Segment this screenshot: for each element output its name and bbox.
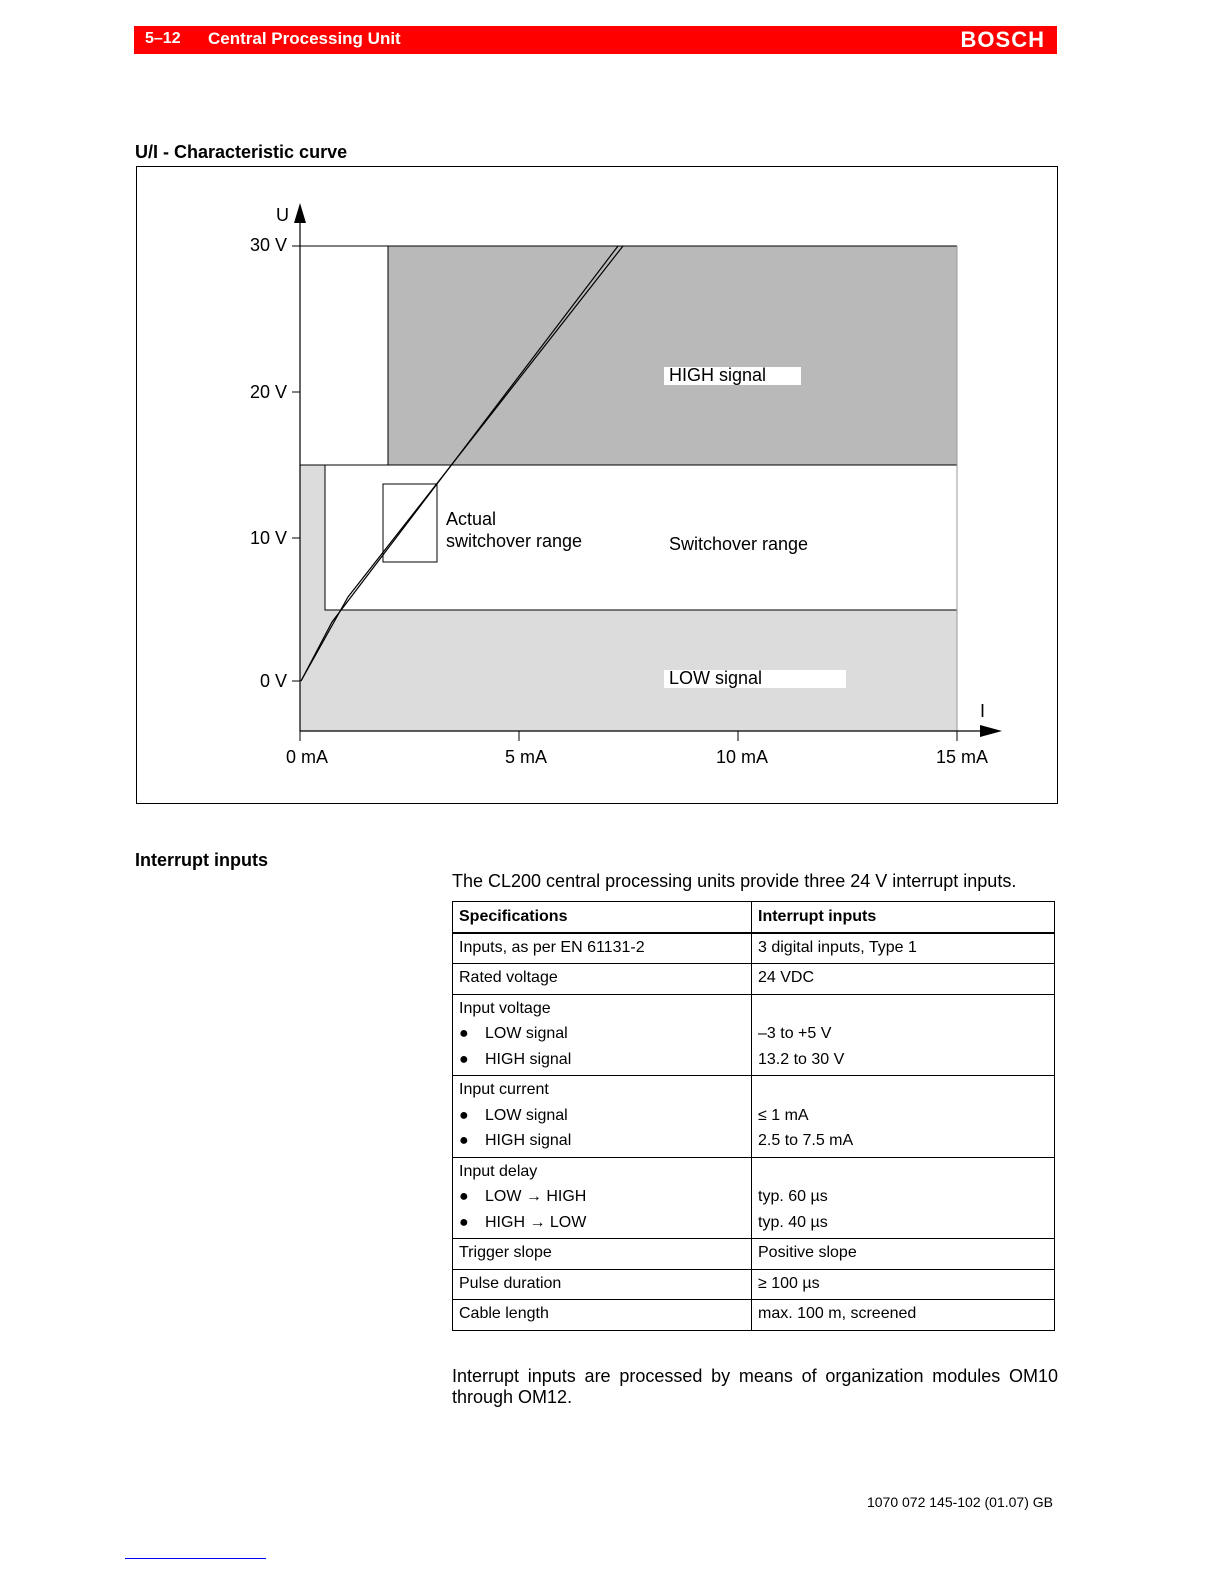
footer-rule [125, 1558, 266, 1559]
table-row [453, 1157, 1055, 1239]
table-cell: Inputs, as per EN 61131-2 [453, 933, 752, 964]
table-row [453, 994, 1055, 1076]
label-low-signal: LOW signal [669, 668, 763, 688]
bullet-text: LOW → HIGH [485, 1188, 587, 1205]
bullet-text: HIGH signal [485, 1050, 572, 1068]
y-axis-arrow [294, 203, 306, 223]
x-axis-label: I [980, 701, 986, 721]
x-tick-label-15: 15 mA [935, 747, 989, 767]
y-tick-label-20: 20 V [249, 382, 287, 402]
x-axis-arrow [980, 725, 1002, 737]
ui-characteristic-chart [137, 167, 1057, 803]
label-actual-line2: switchover range [446, 531, 583, 551]
spec-label: Input current [459, 1081, 549, 1098]
interrupt-spec-table [452, 901, 1055, 1331]
bullet-text: HIGH → LOW [485, 1213, 587, 1231]
y-axis-label: U [276, 205, 289, 225]
bullet-text: HIGH signal [485, 1132, 572, 1149]
bullet-item [459, 1047, 745, 1073]
bullet-text: LOW signal [485, 1025, 568, 1042]
bullet-item [459, 1128, 745, 1154]
table-row [453, 933, 1055, 964]
bullet-dot: ● [459, 1025, 469, 1042]
bullet-dot: ● [459, 1132, 469, 1149]
closing-paragraph: Interrupt inputs are processed by means of organization modules OM10 through OM12. [452, 1366, 1058, 1407]
value-text: typ. 40 µs [758, 1213, 828, 1231]
x-tick-label-10: 10 mA [715, 747, 769, 767]
spec-label: Input delay [459, 1162, 538, 1180]
label-high-signal: HIGH signal [669, 365, 767, 385]
bullet-item [459, 1021, 745, 1047]
table-cell: Pulse duration [453, 1269, 752, 1300]
page-header [134, 26, 1057, 54]
interrupt-inputs-heading: Interrupt inputs [135, 850, 268, 870]
label-switchover-range: Switchover range [669, 534, 809, 554]
x-tick-label-0: 0 mA [285, 747, 329, 767]
value-text: 2.5 to 7.5 mA [758, 1132, 854, 1149]
bullet-dot: ● [459, 1106, 469, 1124]
bullet-dot: ● [459, 1188, 469, 1205]
table-header-row [453, 902, 1055, 933]
y-tick-label-30: 30 V [249, 235, 287, 255]
figure-frame [136, 166, 1058, 804]
table-cell: max. 100 m, screened [752, 1300, 1055, 1331]
label-actual-line1: Actual [446, 509, 497, 529]
spec-label: Input voltage [459, 999, 551, 1017]
table-cell: Rated voltage [453, 964, 752, 995]
bullet-text: LOW signal [485, 1106, 568, 1124]
interrupt-intro-text: The CL200 central processing units provide three 24 V interrupt inputs. [452, 871, 1017, 891]
table-cell: 3 digital inputs, Type 1 [752, 933, 1055, 964]
footer-doc-number: 1070 072 145-102 (01.07) GB [866, 1494, 1053, 1510]
value-text: typ. 60 µs [758, 1188, 828, 1205]
spacer [758, 1159, 1048, 1185]
table-cell: ≥ 100 µs [752, 1269, 1055, 1300]
figure-title: U/I - Characteristic curve [135, 142, 348, 162]
table-cell [453, 1157, 752, 1239]
y-tick-label-10: 10 V [249, 528, 287, 548]
table-header-spec: Specifications [453, 902, 752, 933]
region-switchover [325, 465, 957, 610]
bullet-item [459, 1184, 745, 1210]
table-row [453, 1300, 1055, 1331]
brand-logo: BOSCH [960, 27, 1045, 52]
section-title: Central Processing Unit [208, 29, 401, 48]
table-row [453, 964, 1055, 995]
table-row [453, 1076, 1055, 1158]
table-row [453, 1239, 1055, 1270]
table-row [453, 1269, 1055, 1300]
table-cell [453, 1076, 752, 1158]
table-cell [752, 1157, 1055, 1239]
bullet-item [459, 1103, 745, 1129]
bullet-dot: ● [459, 1050, 469, 1068]
table-cell: Cable length [453, 1300, 752, 1331]
y-tick-label-0: 0 V [259, 671, 287, 691]
x-tick-label-5: 5 mA [504, 747, 548, 767]
spacer [758, 996, 1048, 1022]
table-cell: 24 VDC [752, 964, 1055, 995]
table-cell: Positive slope [752, 1239, 1055, 1270]
spacer [758, 1077, 1048, 1103]
region-high-signal [388, 246, 957, 465]
table-header-value: Interrupt inputs [752, 902, 1055, 933]
bullet-item [459, 1210, 745, 1236]
value-text: ≤ 1 mA [758, 1106, 809, 1124]
value-text: 13.2 to 30 V [758, 1050, 845, 1068]
bullet-dot: ● [459, 1213, 469, 1231]
table-cell: Trigger slope [453, 1239, 752, 1270]
table-cell [453, 994, 752, 1076]
table-cell [752, 1076, 1055, 1158]
value-text: –3 to +5 V [758, 1025, 832, 1042]
table-cell [752, 994, 1055, 1076]
page-number: 5–12 [145, 30, 181, 47]
